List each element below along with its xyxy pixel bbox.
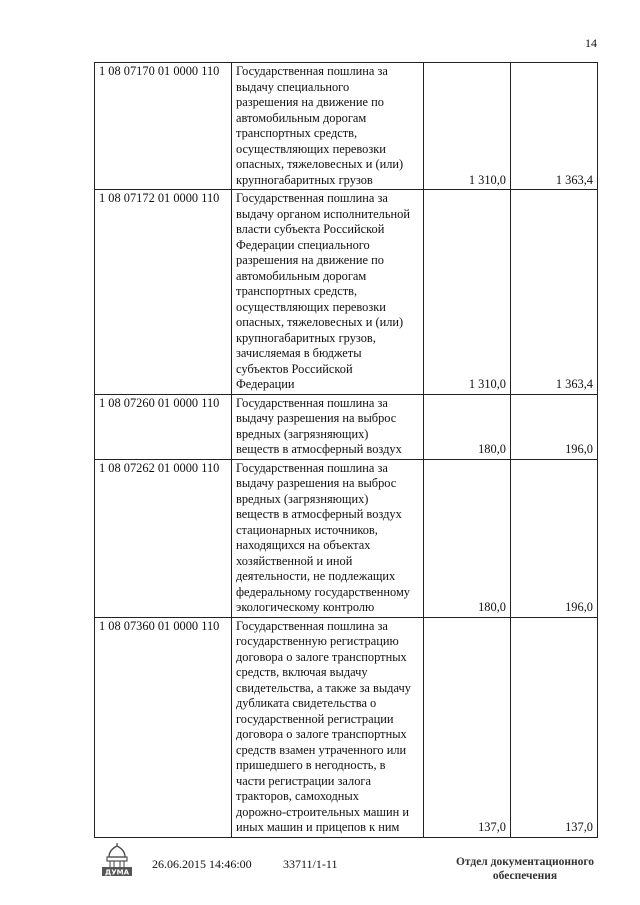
duma-emblem-icon: [98, 843, 136, 877]
table-row: [95, 394, 598, 459]
budget-code-cell: 1 08 07260 01 0000 110: [95, 394, 232, 459]
budget-code-cell: 1 08 07170 01 0000 110: [95, 63, 232, 190]
budget-code-cell: 1 08 07172 01 0000 110: [95, 190, 232, 395]
value-cell-year1: 180,0: [424, 459, 511, 617]
revenue-name-cell: Государственная пошлина за выдачу разрешения на выброс вредных (загрязняющих) веществ в атмосферный воздух стационарных источников, находящихся на объектах хозяйственной и иной деятельности, не подлежащих федеральному государственному экологическому контролю: [232, 459, 424, 617]
table-row: [95, 459, 598, 617]
page-number: 14: [585, 36, 597, 50]
table-row: [95, 63, 598, 190]
revenue-name-cell: Государственная пошлина за выдачу специального разрешения на движение по автомобильным дорогам транспортных средств, осуществляющих перевозки опасных, тяжеловесных и (или) крупногабаритных грузов: [232, 63, 424, 190]
value-cell-year1: 1 310,0: [424, 63, 511, 190]
revenue-name-cell: Государственная пошлина за государственную регистрацию договора о залоге транспортных средств, включая выдачу свидетельства, а также за выдачу дубликата свидетельства о государственной регистрации договора о залоге транспортных средств взамен утраченного или пришедшего в негодность, в части регистрации залога тракторов, самоходных дорожно-строительных машин и иных машин и прицепов к ним: [232, 617, 424, 837]
value-cell-year2: 137,0: [511, 617, 598, 837]
emblem-label: ДУМА: [104, 868, 130, 877]
footer-datetime: 26.06.2015 14:46:00: [152, 857, 252, 871]
document-footer: [0, 855, 640, 885]
budget-code-cell: 1 08 07360 01 0000 110: [95, 617, 232, 837]
value-cell-year2: 196,0: [511, 394, 598, 459]
value-cell-year2: 1 363,4: [511, 63, 598, 190]
value-cell-year2: 1 363,4: [511, 190, 598, 395]
table-row: [95, 617, 598, 837]
revenue-name-cell: Государственная пошлина за выдачу разрешения на выброс вредных (загрязняющих) веществ в атмосферный воздух: [232, 394, 424, 459]
revenue-table: [94, 62, 598, 838]
value-cell-year1: 1 310,0: [424, 190, 511, 395]
revenue-name-cell: Государственная пошлина за выдачу органом исполнительной власти субъекта Российской Федерации специального разрешения на движение по автомобильным дорогам транспортных средств, осуществляющих перевозки опасных, тяжеловесных и (или) крупногабаритных грузов, зачисляемая в бюджеты субъектов Российской Федерации: [232, 190, 424, 395]
value-cell-year1: 137,0: [424, 617, 511, 837]
value-cell-year2: 196,0: [511, 459, 598, 617]
footer-department: Отдел документационного обеспечения: [455, 856, 595, 882]
value-cell-year1: 180,0: [424, 394, 511, 459]
table-row: [95, 190, 598, 395]
footer-document-number: 33711/1-11: [283, 857, 338, 871]
budget-code-cell: 1 08 07262 01 0000 110: [95, 459, 232, 617]
